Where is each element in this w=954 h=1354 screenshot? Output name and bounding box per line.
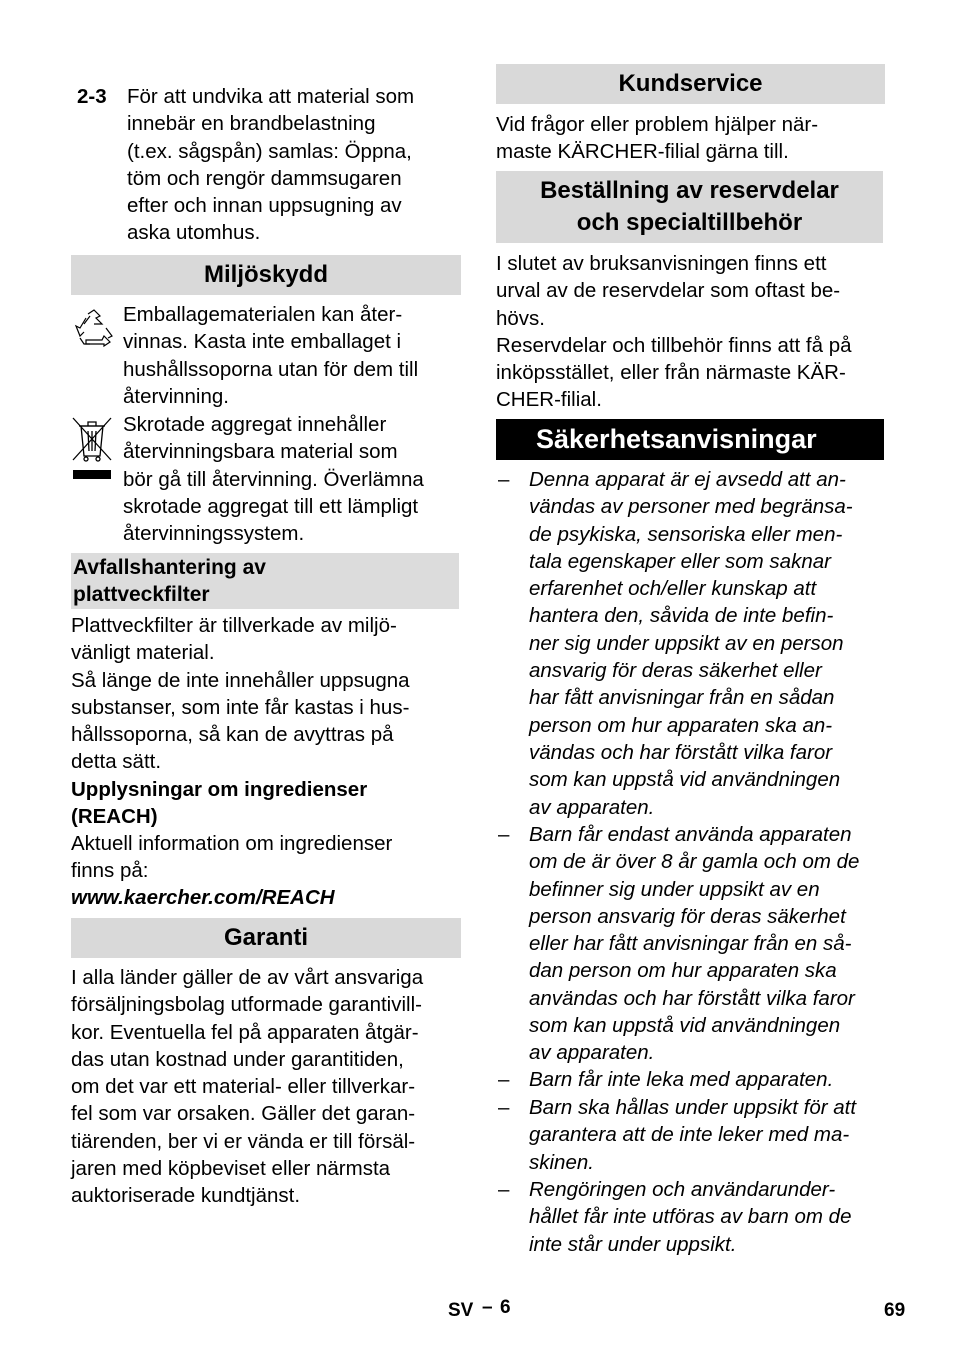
bullet-dash: – <box>498 468 510 491</box>
weee-text: Skrotade aggregat innehåller återvinningsbara material som bör gå till återvinning. Överlämna skrotade aggregat till ett lämpligt återvinningssystem. <box>123 413 424 546</box>
step-number: 2-3 <box>77 85 107 108</box>
bestallning-text: I slutet av bruksanvisningen finns ett urval av de reservdelar som oftast be- hövs. Reservdelar och tillbehör finns att få på inköpsstället, eller från närmaste KÄR- CHER-filial. <box>496 252 852 412</box>
reach-text: Aktuell information om ingredienser finns på: <box>71 832 393 883</box>
list-item: – Rengöringen och användarunder- hållet får inte utföras av barn om de inte står under uppsikt. <box>498 1178 852 1256</box>
heading-kundservice: Kundservice <box>496 64 885 104</box>
bullet-dash: – <box>498 1068 510 1091</box>
reach-link[interactable]: www.kaercher.com/REACH <box>71 886 335 909</box>
kundservice-text: Vid frågor eller problem hjälper när- maste KÄRCHER-filial gärna till. <box>496 113 819 164</box>
footer-dash: – <box>482 1297 493 1318</box>
heading-garanti: Garanti <box>71 918 461 958</box>
heading-avfallshantering: Avfallshantering av plattveckfilter <box>71 553 459 609</box>
bullet-dash: – <box>498 1178 510 1201</box>
bullet-dash: – <box>498 823 510 846</box>
recycle-text: Emballagematerialen kan åter- vinnas. Kasta inte emballaget i hushållssoporna utan för dem till återvinning. <box>123 303 419 408</box>
recycle-icon <box>72 308 116 348</box>
footer-lang: SV <box>448 1300 474 1321</box>
heading-bestallning: Beställning av reservdelar och specialtillbehör <box>496 171 883 243</box>
list-item: – Denna apparat är ej avsedd att an- vändas av personer med begränsa- de psykiska, sensoriska eller men- tala egenskaper eller som saknar erfarenhet och/eller kunskap att hantera den, såvida de inte befin- ner sig under uppsikt av en person ansvarig för deras säkerhet eller har fått anvisningar från en sådan person om hur apparaten ska an- vändas och har förstått vilka faror som kan uppstå vid användningen av apparaten. <box>498 468 853 819</box>
heading-miljoskydd: Miljöskydd <box>71 255 461 295</box>
list-item: – Barn får inte leka med apparaten. <box>496 1066 886 1093</box>
list-item: – Barn får endast använda apparaten om de är över 8 år gamla och om de befinner sig under uppsikt av en person ansvarig för deras säkerhet eller har fått anvisningar från en så- dan person om hur apparaten ska användas och har förstått vilka faror som kan uppstå vid användningen av apparaten. <box>498 823 860 1065</box>
page-number: 69 <box>884 1300 906 1321</box>
list-item: – Barn ska hållas under uppsikt för att garantera att de inte leker med ma- skinen. <box>498 1096 857 1174</box>
bullet-dash: – <box>498 1096 510 1119</box>
heading-sakerhetsanvisningar: Säkerhetsanvisningar <box>496 419 884 460</box>
crossed-out-bin-icon <box>71 414 113 480</box>
reach-heading: Upplysningar om ingredienser (REACH) <box>71 778 368 829</box>
avfall-text: Plattveckfilter är tillverkade av miljö- vänligt material. Så länge de inte innehåller uppsugna substanser, som inte får kastas i hus- hållssoporna, så kan de avyttras på detta sätt. <box>71 614 410 774</box>
garanti-text: I alla länder gäller de av vårt ansvariga försäljningsbolag utformade garantivill- kor. Eventuella fel på apparaten åtgär- das utan kostnad under garantitiden, om det var ett material- eller tillverkar- fel som var orsaken. Gäller det garan- tiärenden, ber vi er vända er till försäl- jaren med köpbeviset eller närmsta auktoriserade kundtjänst. <box>71 966 424 1208</box>
step-text: För att undvika att material som innebär en brandbelastning (t.ex. sågspån) samlas: Öppna, töm och rengör dammsugaren efter och innan uppsugning av aska utomhus. <box>127 85 415 245</box>
footer-page-local: 6 <box>500 1297 511 1318</box>
